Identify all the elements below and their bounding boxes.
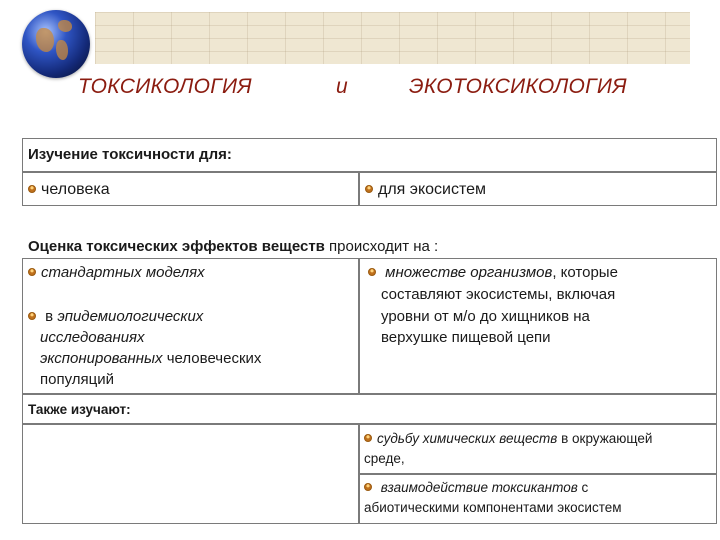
study-heading: Изучение токсичности для: xyxy=(28,146,232,163)
multiple-organisms-line2: составляют экосистемы, включая xyxy=(381,286,616,303)
standard-models: стандартных моделях xyxy=(28,262,205,283)
epidemiological-line1: в эпидемиологических xyxy=(28,306,203,327)
multiple-organisms-line3: уровни от м/о до хищников на xyxy=(381,308,590,325)
assessment-heading: Оценка токсических эффектов веществ происходит на : xyxy=(28,238,439,255)
also-study-heading: Также изучают: xyxy=(28,402,131,417)
multiple-organisms-line4: верхушке пищевой цепи xyxy=(381,329,551,346)
bullet-icon xyxy=(28,268,36,276)
epidemiological-line4: популяций xyxy=(40,371,114,388)
epidemiological-line2: исследованиях xyxy=(40,329,145,346)
world-map-banner xyxy=(95,12,690,64)
bullet-icon xyxy=(364,483,372,491)
bullet-icon xyxy=(364,434,372,442)
bullet-icon xyxy=(28,312,36,320)
title-ecotoxicology: ЭКОТОКСИКОЛОГИЯ xyxy=(409,75,627,98)
toxicant-interaction-line2: абиотическими компонентами экосистем xyxy=(364,500,622,515)
bullet-icon xyxy=(28,185,36,193)
bullet-icon xyxy=(365,185,373,193)
title-conjunction: и xyxy=(336,75,348,98)
study-human: человека xyxy=(28,179,110,200)
globe-icon xyxy=(22,10,90,78)
epidemiological-line3: экспонированных человеческих xyxy=(40,350,262,367)
bullet-icon xyxy=(368,268,376,276)
toxicant-interaction-line1: взаимодействие токсикантов с xyxy=(364,477,588,498)
title-toxicology: ТОКСИКОЛОГИЯ xyxy=(78,75,252,98)
chemical-fate-line1: судьбу химических веществ в окружающей xyxy=(364,428,652,449)
study-ecosystem: для экосистем xyxy=(365,179,486,200)
also-study-left-box xyxy=(22,424,359,524)
chemical-fate-line2: среде, xyxy=(364,451,405,466)
multiple-organisms-line1: множестве организмов, которые xyxy=(368,262,618,283)
